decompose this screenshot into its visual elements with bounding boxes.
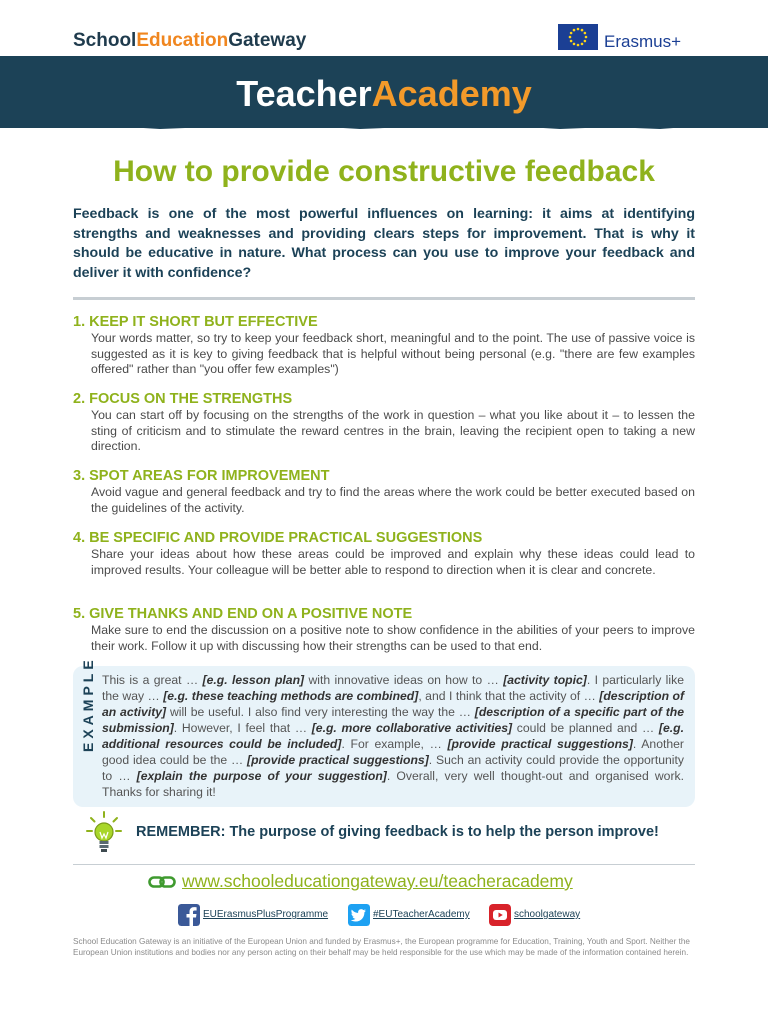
example-box	[73, 656, 695, 807]
banner-title-academy: Academy	[371, 73, 532, 114]
example-placeholder: [provide practical suggestions]	[447, 737, 633, 751]
tip-2	[73, 390, 695, 455]
example-text-run: . Such an activity could provide the opportunity to …	[102, 753, 684, 783]
tip-title: 2. FOCUS ON THE STRENGTHS	[73, 391, 293, 407]
tip-title: 3. SPOT AREAS FOR IMPROVEMENT	[73, 468, 330, 484]
erasmus-plus-label: Erasmus+	[604, 32, 681, 51]
tip-body: Make sure to end the discussion on a positive note to show confidence in the abilities of your peers to improve their work. Follow it up with discussing how their strengths can be used to that end.	[91, 623, 695, 653]
example-text-run: . I particularly like the way …	[102, 673, 684, 703]
tip-1	[73, 313, 695, 378]
example-placeholder: [explain the purpose of your suggestion]	[136, 769, 387, 783]
example-text-run: , and I think that the activity of …	[418, 689, 600, 703]
example-placeholder: [e.g. more collaborative activities]	[311, 721, 513, 735]
twitter-handle: #EUTeacherAcademy	[373, 909, 470, 920]
example-text-run: . For example, …	[341, 737, 448, 751]
intro-paragraph: Feedback is one of the most powerful influences on learning: it aims at identifying strengths and weaknesses and providing clears steps for improvement. That is why it should be educative in nature. What process can you use to improve your feedback and deliver it with confidence?	[73, 206, 695, 281]
example-text-run: will be useful. I also find very interesting the way the …	[166, 705, 475, 719]
youtube-icon	[489, 904, 511, 926]
legal-disclaimer: School Education Gateway is an initiative of the European Union and funded by Erasmus+, the European programme for Education, Training, Youth and Sport. Neither the European Union institutions and bodies nor any person acting on their behalf may be held responsible for the use which may be made of the information contained herein.	[73, 937, 690, 957]
tip-body: Avoid vague and general feedback and try to find the areas where the work could be better executed based on the guidelines of the activity.	[91, 485, 695, 515]
example-placeholder: [e.g. these teaching methods are combined]	[163, 689, 419, 703]
example-placeholder: [description of an activity]	[102, 689, 685, 719]
example-text-run: with innovative ideas on how to …	[304, 673, 504, 687]
tip-body: Share your ideas about how these areas could be improved and explain why these ideas could lead to improved results. Your colleague will be better able to respond to direction when it is clear and concrete.	[91, 547, 695, 577]
example-text-run: . Overall, very well thought-out and organised work. Thanks for sharing it!	[102, 769, 684, 799]
logo-part-gateway: Gateway	[228, 30, 307, 51]
eu-flag-icon	[558, 24, 598, 50]
example-text	[102, 672, 684, 800]
example-text-run: . However, I feel that …	[173, 721, 312, 735]
tip-5	[73, 605, 695, 654]
banner-title	[0, 73, 768, 115]
logo-part-school: School	[73, 30, 137, 51]
school-education-gateway-logo[interactable]	[73, 30, 306, 52]
remember-callout: REMEMBER: The purpose of giving feedback is to help the person improve!	[136, 824, 659, 840]
facebook-icon	[178, 904, 200, 926]
example-placeholder: [provide practical suggestions]	[247, 753, 429, 767]
youtube-handle: schoolgateway	[514, 909, 581, 920]
link-icon	[148, 875, 176, 889]
twitter-icon	[348, 904, 370, 926]
divider	[73, 297, 695, 300]
tip-body: You can start off by focusing on the strengths of the work in question – what you like about it – to lessen the sting of criticism and to stimulate the reward centres in the brain, leaving the recipient open to taking a new direction.	[91, 408, 695, 454]
example-placeholder: [activity topic]	[503, 673, 587, 687]
example-text-run: . Another good idea could be the …	[102, 737, 684, 767]
example-placeholder: [description of a specific part of the submission]	[102, 705, 684, 735]
top-bar	[0, 0, 768, 56]
banner-title-teacher: Teacher	[236, 73, 372, 114]
facebook-handle: EUErasmusPlusProgramme	[203, 909, 329, 920]
teacher-academy-link[interactable]: www.schooleducationgateway.eu/teacheracademy	[182, 871, 573, 891]
example-placeholder: [e.g. lesson plan]	[202, 673, 305, 687]
banner-brush-edge	[0, 124, 768, 130]
tip-3	[73, 467, 695, 516]
example-text-run: This is a great …	[102, 673, 203, 687]
tip-title: 1. KEEP IT SHORT BUT EFFECTIVE	[73, 314, 318, 330]
teacher-academy-banner	[0, 56, 768, 128]
logo-part-education: Education	[136, 30, 229, 51]
tip-title: 4. BE SPECIFIC AND PROVIDE PRACTICAL SUGGESTIONS	[73, 530, 483, 546]
tip-title: 5. GIVE THANKS AND END ON A POSITIVE NOTE	[73, 606, 413, 622]
tip-4	[73, 529, 695, 578]
example-text-run: could be planned and …	[512, 721, 659, 735]
tip-body: Your words matter, so try to keep your feedback short, meaningful and to the point. The use of passive voice is suggested as it is key to giving feedback that is helpful without being personal (e.g. "there are few examples offered" rather than "you offer few examples")	[91, 331, 695, 377]
footer-divider	[73, 864, 695, 865]
lightbulb-icon	[86, 810, 122, 858]
example-label: EXAMPLE	[80, 656, 96, 752]
example-placeholder: [e.g. additional resources could be included]	[102, 721, 684, 751]
page-title: How to provide constructive feedback	[113, 155, 655, 188]
